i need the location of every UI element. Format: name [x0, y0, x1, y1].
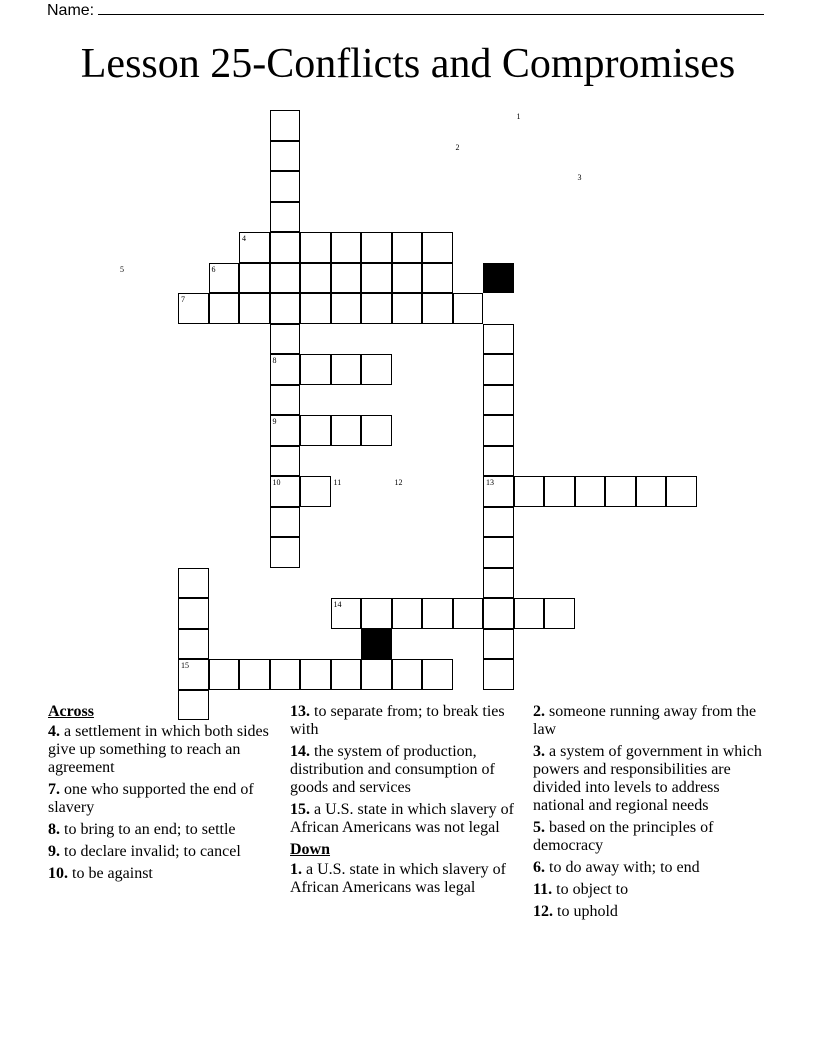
clue-item	[290, 801, 515, 837]
answer-cell[interactable]	[331, 659, 362, 690]
answer-cell[interactable]	[483, 415, 514, 446]
answer-cell[interactable]	[300, 293, 331, 324]
clue-text: a U.S. state in which slavery of African Americans was legal	[290, 861, 506, 896]
name-label: Name:	[47, 2, 95, 19]
answer-cell[interactable]	[270, 446, 301, 477]
answer-cell[interactable]	[270, 232, 301, 263]
answer-cell[interactable]	[270, 537, 301, 568]
clue-item	[48, 843, 273, 861]
clue-item	[533, 903, 763, 921]
black-cell	[361, 629, 392, 660]
answer-cell[interactable]	[453, 598, 484, 629]
clue-item	[533, 819, 763, 855]
answer-cell[interactable]	[270, 324, 301, 355]
clue-number-label: 6	[211, 264, 216, 274]
answer-cell[interactable]	[331, 232, 362, 263]
answer-cell[interactable]	[209, 659, 240, 690]
answer-cell[interactable]	[331, 415, 362, 446]
answer-cell[interactable]	[361, 263, 392, 294]
answer-cell[interactable]	[361, 232, 392, 263]
clue-number: 9.	[48, 843, 60, 860]
clue-text: to be against	[68, 865, 153, 882]
clue-number-label: 4	[242, 234, 246, 243]
clue-number-label: 8	[272, 356, 277, 365]
answer-cell[interactable]	[270, 385, 301, 416]
clue-number: 4.	[48, 723, 60, 740]
clue-text: a settlement in which both sides give up something to reach an agreement	[48, 723, 269, 776]
answer-cell[interactable]	[300, 476, 331, 507]
answer-cell[interactable]	[544, 598, 575, 629]
clue-number: 6.	[533, 859, 545, 876]
clue-number-label: 10	[272, 478, 281, 487]
answer-cell[interactable]	[361, 354, 392, 385]
down-header: Down	[290, 841, 331, 858]
answer-cell[interactable]	[270, 293, 301, 324]
answer-cell[interactable]	[483, 537, 514, 568]
answer-cell[interactable]	[514, 598, 545, 629]
answer-cell[interactable]	[300, 354, 331, 385]
answer-cell[interactable]	[483, 324, 514, 355]
answer-cell[interactable]	[361, 415, 392, 446]
clue-number-label: 5	[120, 264, 124, 274]
page-title: Lesson 25-Conflicts and Compromises	[80, 41, 736, 87]
answer-cell[interactable]	[239, 659, 270, 690]
clue-number: 12.	[533, 903, 553, 920]
answer-cell[interactable]	[239, 293, 270, 324]
clue-number: 8.	[48, 821, 60, 838]
clue-number: 1.	[290, 861, 302, 878]
clue-text: a U.S. state in which slavery of African Americans was not legal	[290, 801, 514, 836]
answer-cell[interactable]	[209, 293, 240, 324]
answer-cell[interactable]	[392, 293, 423, 324]
clue-number: 14.	[290, 743, 310, 760]
answer-cell[interactable]	[483, 385, 514, 416]
answer-cell[interactable]	[331, 263, 362, 294]
answer-cell[interactable]	[361, 659, 392, 690]
answer-cell[interactable]	[483, 659, 514, 690]
clue-number: 7.	[48, 781, 60, 798]
across-header: Across	[48, 703, 94, 720]
answer-cell[interactable]	[361, 293, 392, 324]
clue-number-label: 11	[333, 478, 342, 487]
clue-number: 13.	[290, 703, 310, 720]
clue-number-label: 15	[181, 661, 189, 670]
answer-cell[interactable]	[178, 629, 209, 660]
clue-item	[48, 723, 273, 777]
answer-cell[interactable]	[422, 659, 453, 690]
clue-number: 15.	[290, 801, 310, 818]
clue-number: 11.	[533, 881, 553, 898]
clue-number-label: 1	[516, 112, 521, 121]
clue-item	[533, 743, 763, 815]
answer-cell[interactable]	[270, 202, 301, 233]
clue-number: 10.	[48, 865, 68, 882]
clue-text: someone running away from the law	[533, 703, 757, 738]
clue-number-label: 3	[577, 173, 582, 182]
clue-item	[533, 881, 763, 899]
answer-cell[interactable]	[392, 598, 423, 629]
clue-item	[48, 821, 273, 839]
answer-cell[interactable]	[392, 659, 423, 690]
clue-number-label: 13	[486, 478, 494, 487]
clue-number-label: 14	[333, 600, 342, 609]
clue-item	[290, 743, 515, 797]
clue-text: to object to	[552, 881, 629, 898]
clue-text: to bring to an end; to settle	[60, 821, 236, 838]
answer-cell[interactable]	[666, 476, 697, 507]
answer-cell[interactable]	[392, 232, 423, 263]
clue-text: to do away with; to end	[545, 859, 700, 876]
clue-text: to declare invalid; to cancel	[60, 843, 241, 860]
answer-cell[interactable]	[575, 476, 606, 507]
answer-cell[interactable]	[514, 476, 545, 507]
clue-number-label: 7	[181, 295, 185, 304]
clue-item	[48, 865, 273, 883]
clue-text: the system of production, distribution and consumption of goods and services	[290, 743, 495, 796]
clue-number-label: 2	[455, 142, 460, 152]
answer-cell[interactable]	[270, 507, 301, 538]
answer-cell[interactable]	[483, 568, 514, 599]
answer-cell[interactable]	[178, 568, 209, 599]
clues-column-3	[533, 703, 763, 925]
answer-cell[interactable]	[422, 598, 453, 629]
answer-cell[interactable]	[300, 659, 331, 690]
answer-cell[interactable]	[270, 141, 301, 172]
answer-cell[interactable]	[239, 263, 270, 294]
answer-cell[interactable]	[544, 476, 575, 507]
clue-number: 2.	[533, 703, 545, 720]
answer-cell[interactable]	[178, 598, 209, 629]
answer-cell[interactable]	[605, 476, 636, 507]
clues-column-1	[48, 703, 273, 887]
clue-item	[290, 861, 515, 897]
clue-item	[290, 703, 515, 739]
answer-cell[interactable]	[453, 293, 484, 324]
clue-number: 3.	[533, 743, 545, 760]
answer-cell[interactable]	[270, 110, 301, 141]
clue-number-label: 12	[394, 478, 403, 487]
answer-cell[interactable]	[270, 659, 301, 690]
answer-cell[interactable]	[483, 354, 514, 385]
answer-cell[interactable]	[270, 263, 301, 294]
clue-text: a system of government in which powers and responsibilities are divided into levels to address national and regional needs	[533, 743, 762, 814]
black-cell	[483, 263, 514, 294]
clue-item	[533, 703, 763, 739]
answer-cell[interactable]	[483, 507, 514, 538]
answer-cell[interactable]	[422, 232, 453, 263]
answer-cell[interactable]	[392, 263, 423, 294]
answer-cell[interactable]	[422, 263, 453, 294]
answer-cell[interactable]	[361, 598, 392, 629]
answer-cell[interactable]	[483, 598, 514, 629]
answer-cell[interactable]	[300, 232, 331, 263]
clue-text: to separate from; to break ties with	[290, 703, 505, 738]
answer-cell[interactable]	[331, 293, 362, 324]
clue-item	[48, 781, 273, 817]
answer-cell[interactable]	[300, 263, 331, 294]
answer-cell[interactable]	[483, 446, 514, 477]
answer-cell[interactable]	[300, 415, 331, 446]
clue-text: based on the principles of democracy	[533, 819, 714, 854]
clue-number: 5.	[533, 819, 545, 836]
answer-cell[interactable]	[636, 476, 667, 507]
answer-cell[interactable]	[331, 354, 362, 385]
answer-cell[interactable]	[422, 293, 453, 324]
clue-text: to uphold	[553, 903, 618, 920]
answer-cell[interactable]	[270, 171, 301, 202]
clues-column-2	[290, 703, 515, 901]
clue-item	[533, 859, 763, 877]
answer-cell[interactable]	[483, 629, 514, 660]
clue-number-label: 9	[272, 417, 277, 426]
clue-text: one who supported the end of slavery	[48, 781, 254, 816]
